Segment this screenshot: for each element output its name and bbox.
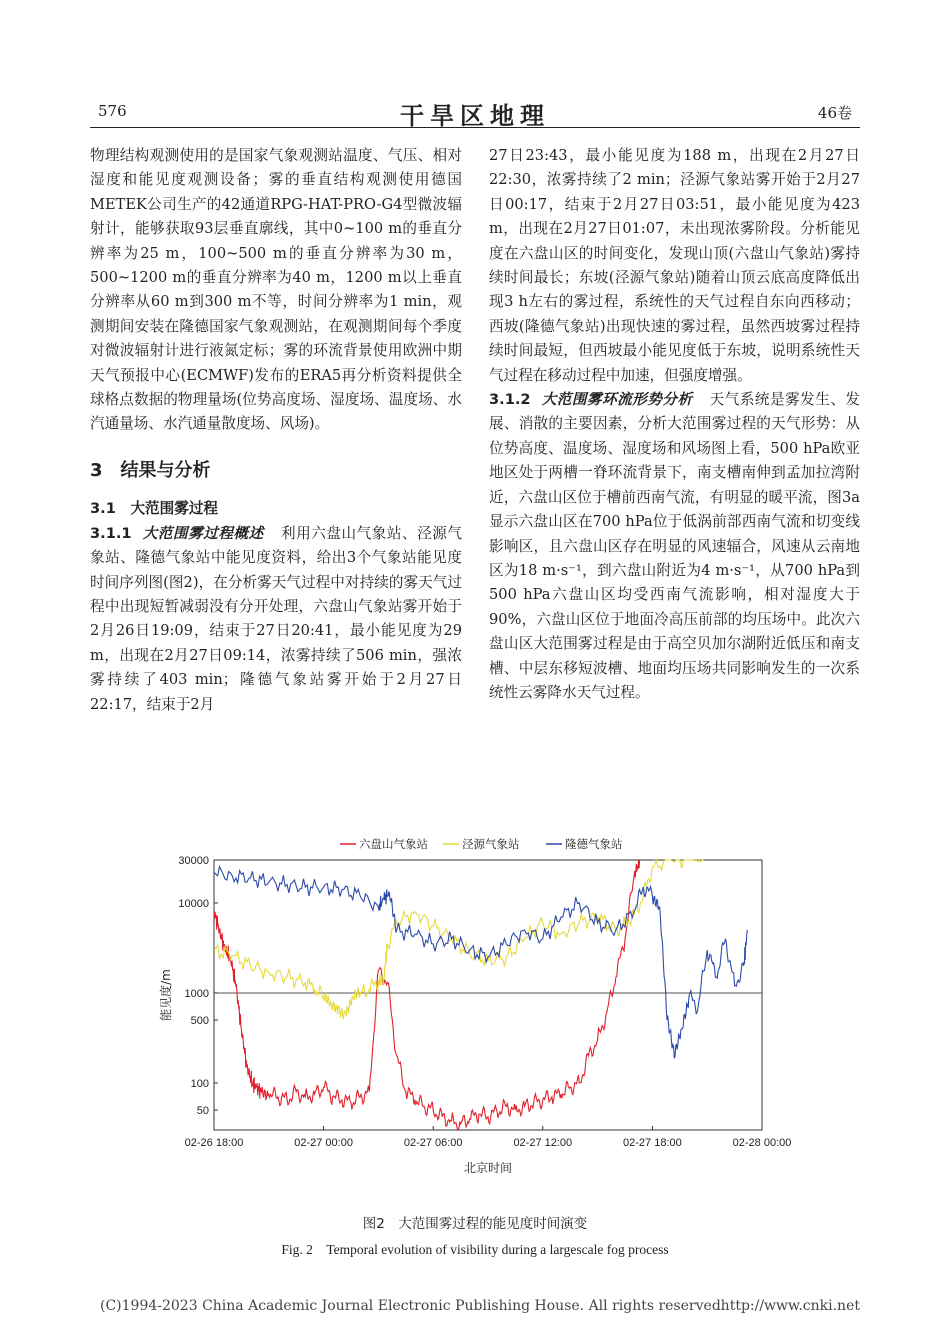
left-column — [90, 144, 462, 717]
right-column — [489, 144, 860, 705]
subsection-3-1-1-title: 大范围雾过程概述 — [142, 524, 264, 542]
y-tick-label: 500 — [190, 1015, 209, 1028]
left-paragraph-2 — [90, 522, 462, 717]
y-tick-label: 1000 — [184, 987, 209, 1000]
cnki-link[interactable]: http://www.cnki.net — [720, 1298, 860, 1314]
legend-label-1: 六盘山气象站 — [359, 837, 428, 851]
x-tick-label: 02-27 18:00 — [623, 1137, 682, 1149]
header-rule — [90, 127, 860, 128]
figure-caption-en: Fig. 2 Temporal evolution of visibility during a largescale fog process — [281, 1242, 669, 1257]
right-paragraph-1: 27日23:43，最小能见度为188 m，出现在2月27日22:30，浓雾持续了2 min；泾源气象站雾开始于2月27日00:17，结束于2月27日03:51，最小能见度为423 m，出现在2月27日01:07，未出现浓雾阶段。分析能见度在六盘山区的时间变化，发现山顶(六盘山气象站)雾持续时间最长；东坡(泾源气象站)随着山顶云底高度降低出现3 h左右的雾过程，系统性的天气过程自东向西移动；西坡(隆德气象站)出现快速的雾过程，虽然西坡雾过程持续时间最短，但西坡最小能见度低于东坡，说明系统性天气过程在移动过程中加速，但强度增强。 — [489, 147, 860, 384]
x-tick-label: 02-26 18:00 — [184, 1137, 244, 1149]
page-header — [90, 98, 860, 128]
subsection-3-1-2-number: 3.1.2 — [489, 391, 531, 409]
x-tick-label: 02-28 00:00 — [732, 1137, 792, 1149]
page-number: 576 — [98, 102, 127, 120]
legend-label-2: 泾源气象站 — [462, 837, 520, 851]
subsection-3-1-1-number: 3.1.1 — [90, 524, 132, 542]
y-axis-label: 能见度/m — [159, 969, 173, 1021]
legend-label-3: 隆德气象站 — [565, 837, 623, 851]
visibility-chart — [150, 830, 800, 1200]
figure-caption-cn: 图2 大范围雾过程的能见度时间演变 — [362, 1216, 588, 1232]
y-tick-label: 100 — [190, 1077, 209, 1090]
y-tick-label: 50 — [196, 1105, 209, 1118]
x-tick-label: 02-27 12:00 — [513, 1137, 573, 1149]
section-heading-3: 3 结果与分析 — [90, 459, 211, 481]
left-paragraph-1: 物理结构观测使用的是国家气象观测站温度、气压、相对湿度和能见度观测设备；雾的垂直结构观测使用德国METEK公司生产的42通道RPG-HAT-PRO-G4型微波辐射计，能够获取93层垂直廓线，其中0~100 m的垂直分辨率为25 m，100~500 m的垂直分辨率为30 m，500~1200 m的垂直分辨率为40 m，1200 m以上垂直分辨率从60 m到300 m不等，时间分辨率为1 min，观测期间安装在隆德国家气象观测站，在观测期间每个季度对微波辐射计进行液氮定标；雾的环流背景使用欧洲中期天气预报中心(ECMWF)发布的ERA5再分析资料提供全球格点数据的物理量场(位势高度场、湿度场、温度场、水汽通量场、水汽通量散度场、风场)。 — [90, 147, 462, 433]
subsection-3-1-2-title: 大范围雾环流形势分析 — [541, 391, 693, 409]
left-paragraph-2-text: 利用六盘山气象站、泾源气象站、隆德气象站中能见度资料，给出3个气象站能见度时间序列图(图2)，在分析雾天气过程中对持续的雾天气过程中出现短暂减弱没有分开处理，六盘山气象站雾开始于2月26日19:09，结束于27日20:41，最小能见度为29 m，出现在2月27日09:14，浓雾持续了506 min，强浓雾持续了403 min；隆德气象站雾开始于2月27日22:17，结束于2月 — [90, 524, 463, 713]
y-tick-label: 30000 — [178, 855, 209, 867]
copyright-text: (C)1994-2023 China Academic Journal Electronic Publishing House. All rights reserved. — [100, 1298, 726, 1314]
right-paragraph-2 — [489, 388, 860, 705]
y-tick-label: 10000 — [178, 897, 209, 910]
x-axis-label: 北京时间 — [463, 1161, 513, 1175]
plot-frame — [214, 860, 762, 1130]
right-paragraph-2-text: 天气系统是雾发生、发展、消散的主要因素，分析大范围雾过程的天气形势：从位势高度、温度场、湿度场和风场图上看，500 hPa欧亚地区处于两槽一脊环流背景下，南支槽南伸到孟加拉湾附近，六盘山区位于槽前西南气流，有明显的暖平流，图3a显示六盘山区在700 hPa位于低涡前部西南气流和切变线影响区，且六盘山区存在明显的风速辐合，风速从云南地区为18 m·s⁻¹，到六盘山附近为4 m·s⁻¹，从700 hPa到500 hPa六盘山区均受西南气流影响，相对湿度大于90%，六盘山区位于地面冷高压前部的均压场中。此次六盘山区大范围雾过程是由于高空贝加尔湖附近低压和南支槽、中层东移短波槽、地面均压场共同影响发生的一次系统性云雾降水天气过程。 — [489, 391, 861, 701]
section-heading-3-1: 3.1 大范围雾过程 — [90, 500, 219, 518]
journal-title: 干旱区地理 — [400, 101, 550, 130]
x-tick-label: 02-27 06:00 — [403, 1137, 463, 1149]
x-tick-label: 02-27 00:00 — [294, 1137, 353, 1149]
volume-number: 46卷 — [817, 104, 852, 122]
